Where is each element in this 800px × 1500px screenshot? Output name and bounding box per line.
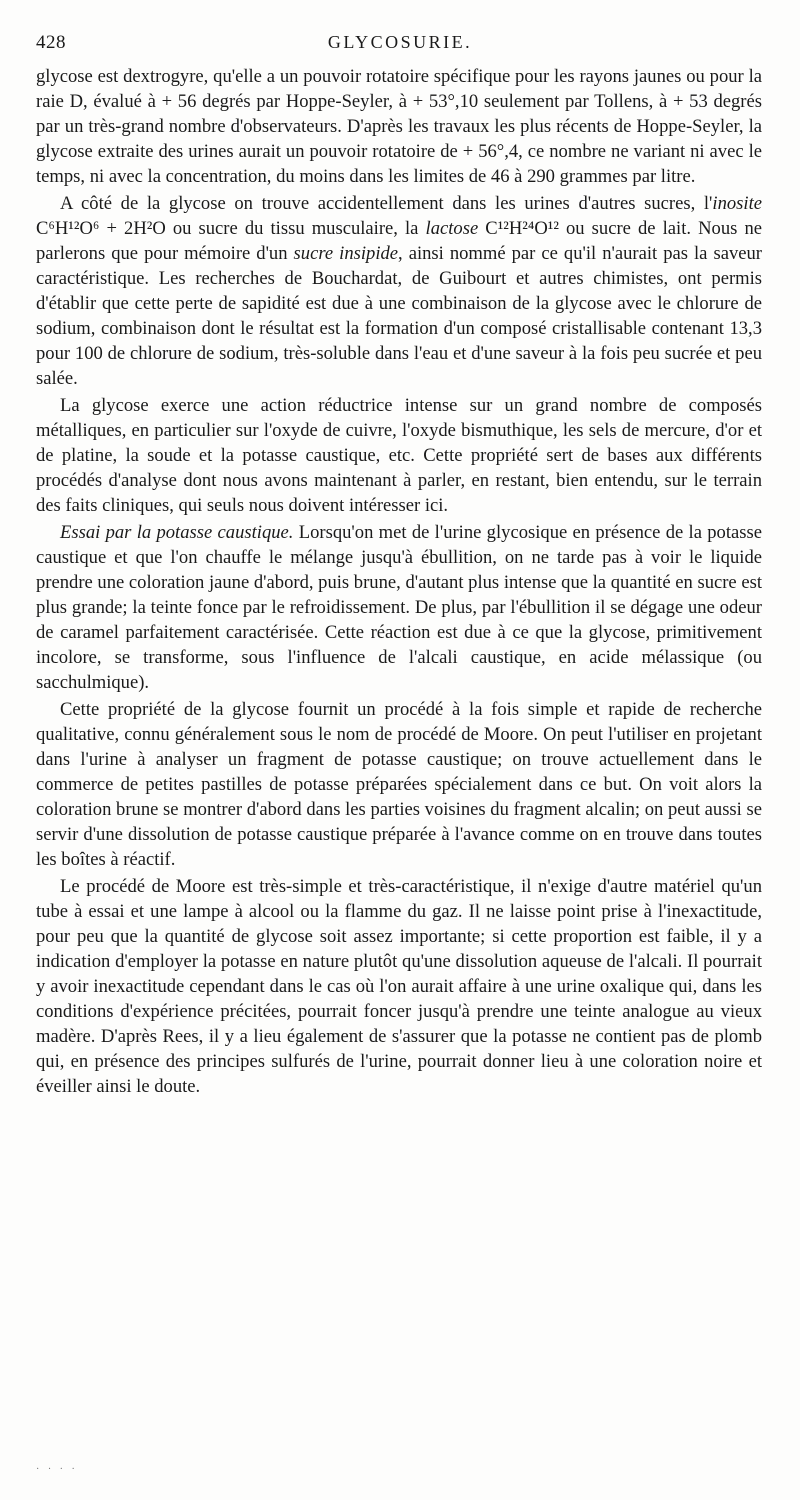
section-heading: Essai par la potasse caustique. bbox=[60, 522, 294, 543]
footer-mark: · · · · bbox=[36, 1464, 78, 1475]
paragraph-2-part-1: A côté de la glycose on trouve accidentellement dans les urines d'autres sucres, l' bbox=[60, 193, 713, 214]
running-title: GLYCOSURIE. bbox=[327, 32, 473, 52]
paragraph-6: Le procédé de Moore est très-simple et très-caractéristique, il n'exige d'autre matériel qu'un tube à essai et une lampe à alcool ou la flamme du gaz. Il ne laisse point prise à l'inexactitude, pour peu que la quantité de glycose soit assez importante; si cette proportion est faible, il y a indication d'employer la potasse en nature plutôt qu'une dissolution aqueuse de l'alcali. Il pourrait y avoir inexactitude cependant dans le cas où l'on aurait affaire à une urine oxalique qui, dans les conditions d'expérience précitées, pourrait foncer jusqu'à prendre une teinte analogue au vieux madère. D'après Rees, il y a lieu également de s'assurer que la potasse ne contient pas de plomb qui, en présence des principes sulfurés de l'urine, pourrait donner lieu à une coloration noire et éveiller ainsi le doute. bbox=[36, 876, 762, 1097]
sucre-insipide-term: sucre insipide bbox=[293, 243, 399, 264]
body-text bbox=[36, 64, 762, 1099]
paragraph-4 bbox=[36, 520, 762, 695]
paragraph-2-part-4: , ainsi nommé par ce qu'il n'aurait pas la saveur caractéristique. Les recherches de Bouchardat, de Guibourt et autres chimistes, ont permis d'établir que cette perte de sapidité est due à une combinaison de la glycose avec le chlorure de sodium, combinaison dont le résultat est la formation d'un composé cristallisable contenant 13,3 pour 100 de chlorure de sodium, très-soluble dans l'eau et d'une saveur à la fois peu sucrée et peu salée. bbox=[36, 243, 762, 389]
page-header bbox=[36, 28, 764, 58]
paragraph-3: La glycose exerce une action réductrice intense sur un grand nombre de composés métalliques, en particulier sur l'oxyde de cuivre, l'oxyde bismuthique, les sels de mercure, d'or et de platine, la soude et la potasse caustique, etc. Cette propriété sert de bases aux différents procédés d'analyse dont nous avons maintenant à parler, en restant, bien entendu, sur le terrain des faits cliniques, qui seuls nous doivent intéresser ici. bbox=[36, 395, 762, 516]
paragraph-2 bbox=[36, 191, 762, 391]
paragraph-2-part-2: C⁶H¹²O⁶ + 2H²O ou sucre du tissu musculaire, la bbox=[36, 218, 426, 239]
page-number: 428 bbox=[36, 32, 66, 53]
paragraph-4-text: Lorsqu'on met de l'urine glycosique en présence de la potasse caustique et que l'on chauffe le mélange jusqu'à ébullition, on ne tarde pas à voir le liquide prendre une coloration jaune d'abord, puis brune, d'autant plus intense que la quantité en sucre est plus grande; la teinte fonce par le refroidissement. De plus, par l'ébullition il se dégage une odeur de caramel parfaitement caractérisée. Cette réaction est due à ce que la glycose, primitivement incolore, se transforme, sous l'influence de l'alcali caustique, en acide mélassique (ou sacchulmique). bbox=[36, 522, 762, 693]
paragraph-2-part-3: C¹²H²⁴O¹² ou sucre de lait. Nous ne parlerons que pour mémoire d'un bbox=[36, 218, 762, 264]
paragraph-1: glycose est dextrogyre, qu'elle a un pouvoir rotatoire spécifique pour les rayons jaunes ou pour la raie D, évalué à + 56 degrés par Hoppe-Seyler, à + 53°,10 seulement par Tollens, à + 53 degrés par un très-grand nombre d'observateurs. D'après les travaux les plus récents de Hoppe-Seyler, la glycose extraite des urines aurait un pouvoir rotatoire de + 56°,4, ce nombre ne variant ni avec le temps, ni avec la concentration, du moins dans les limites de 46 à 290 grammes par litre. bbox=[36, 66, 762, 187]
paragraph-5: Cette propriété de la glycose fournit un procédé à la fois simple et rapide de recherche qualitative, connu généralement sous le nom de procédé de Moore. On peut l'utiliser en projetant dans l'urine à analyser un fragment de potasse caustique; on trouve actuellement dans le commerce de petites pastilles de potasse préparées spécialement dans ce but. On voit alors la coloration brune se montrer d'abord dans les parties voisines du fragment alcalin; on peut aussi se servir d'une dissolution de potasse caustique préparée à l'avance comme on en trouve dans toutes les boîtes à réactif. bbox=[36, 699, 762, 870]
lactose-term: lactose bbox=[425, 218, 479, 239]
inosite-term: inosite bbox=[712, 193, 762, 214]
